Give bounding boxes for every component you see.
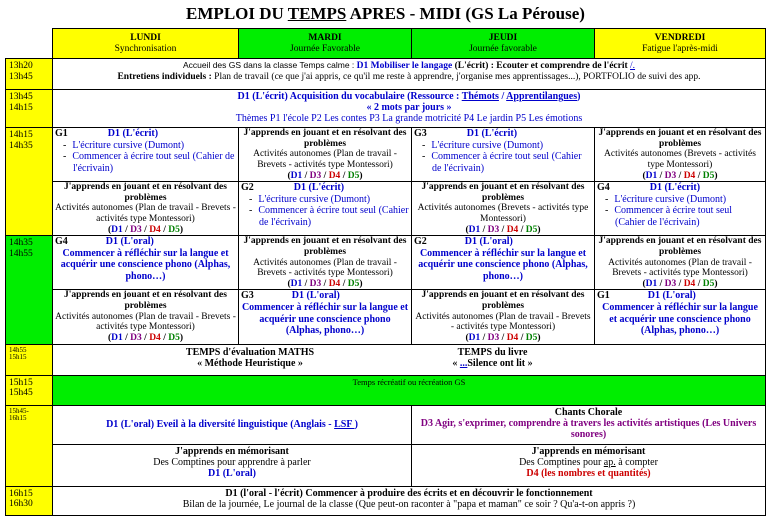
tuesday-apprends-2: J'apprends en jouant et en résolvant des problèmes Activités autonomes (Plan de travail - Brevets - activités type Montessori) (D1 / D3 / D4 / D5) <box>239 236 412 290</box>
row-1415-a <box>6 128 766 182</box>
day-header-thursday: JEUDI Journée favorable <box>412 29 595 59</box>
monday-oral-g4: G4 D1 (L'oral) Commencer à réfléchir sur la langue et acquérir une conscience phono (Alphas, phono…) <box>53 236 239 290</box>
recreation-cell: Temps récréatif ou récréation GS <box>53 375 766 405</box>
row-1545-a <box>6 405 766 444</box>
page-title: EMPLOI DU TEMPS APRES - MIDI (GS La Pérouse) <box>186 4 585 23</box>
row-1435-a <box>6 236 766 290</box>
livre-time: TEMPS du livre « ...Silence ont lit » <box>452 346 533 369</box>
friday-ecrit-g4: G4 D1 (L'écrit) - L'écriture cursive (Dumont) - Commencer à écrire tout seul (Cahier de l'écrivain) <box>595 182 766 236</box>
row-1545-b <box>6 444 766 486</box>
time-cell: 15h45- 16h15 <box>6 405 53 486</box>
time-cell: 16h15 16h30 <box>6 486 53 515</box>
row-1320 <box>6 59 766 90</box>
maths-evaluation: TEMPS d'évaluation MATHS « Méthode Heuristique » <box>185 346 315 369</box>
comptines-compter-cell: J'apprends en mémorisant Des Comptines pour ap. à compter D4 (les nombres et quantités) <box>412 444 766 486</box>
monday-apprends-2: J'apprends en jouant et en résolvant des problèmes Activités autonomes (Plan de travail - Brevets - activités type Montessori) (D1 / D3 / D4 / D5) <box>53 290 239 344</box>
thursday-ecrit-g3: G3 D1 (L'écrit) - L'écriture cursive (Dumont) - Commencer à écrire tout seul (Cahier de l'écrivain) <box>412 128 595 182</box>
vocabulary-cell: D1 (L'écrit) Acquisition du vocabulaire (Ressource : Thémots / Apprentilangues) « 2 mots par jours » Thèmes P1 l'école P2 Les contes P3 La grande motricité P4 Le jardin P5 Les émotions <box>53 90 766 128</box>
row-1455 <box>6 344 766 375</box>
thursday-apprends-2: J'apprends en jouant et en résolvant des problèmes Activités autonomes (Plan de travail - Brevets - activités type Montessori) (D1 / D3 / D4 / D5) <box>412 290 595 344</box>
row-1415-b <box>6 182 766 236</box>
thursday-apprends: J'apprends en jouant et en résolvant des problèmes Activités autonomes (Brevets - activités type Montessori) (D1 / D3 / D4 / D5) <box>412 182 595 236</box>
evaluation-livre-cell <box>53 344 766 375</box>
friday-apprends-2: J'apprends en jouant et en résolvant des problèmes Activités autonomes (Plan de travail - Brevets - activités type Montessori) (D1 / D3 / D4 / D5) <box>595 236 766 290</box>
time-cell: 14h55 15h15 <box>6 344 53 375</box>
time-cell: 13h20 13h45 <box>6 59 53 90</box>
comptines-parler-cell: J'apprends en mémorisant Des Comptines pour apprendre à parler D1 (L'oral) <box>53 444 412 486</box>
tuesday-oral-g3: G3 D1 (L'oral) Commencer à réfléchir sur la langue et acquérir une conscience phono (Alphas, phono…) <box>239 290 412 344</box>
tuesday-apprends: J'apprends en jouant et en résolvant des problèmes Activités autonomes (Plan de travail - Brevets - activités type Montessori) (D1 / D3 / D4 / D5) <box>239 128 412 182</box>
friday-oral-g1: G1 D1 (L'oral) Commencer à réfléchir sur la langue et acquérir une conscience phono (Alphas, phono…) <box>595 290 766 344</box>
monday-apprends: J'apprends en jouant et en résolvant des problèmes Activités autonomes (Plan de travail - Brevets - activités type Montessori) (D1 / D3 / D4 / D5) <box>53 182 239 236</box>
time-cell: 13h45 14h15 <box>6 90 53 128</box>
thursday-oral-g2: G2 D1 (L'oral) Commencer à réfléchir sur la langue et acquérir une conscience phono (Alphas, phono…) <box>412 236 595 290</box>
schedule-table <box>5 28 766 516</box>
days-header-row <box>6 29 766 59</box>
row-1345 <box>6 90 766 128</box>
calm-time-cell: Accueil des GS dans la classe Temps calme : D1 Mobiliser le langage (L'écrit) : Ecouter et comprendre de l'écrit /. Entretiens individuels : Plan de travail (ce que j'ai appris, ce qu'il me reste à apprendre, j'organise mes apprentissages...), PORTFOLIO de suivi des app. <box>53 59 766 90</box>
time-cell: 15h15 15h45 <box>6 375 53 405</box>
chorale-cell: Chants Chorale D3 Agir, s'exprimer, comprendre à travers les activités artistiques (Les Univers sonores) <box>412 405 766 444</box>
row-1615 <box>6 486 766 515</box>
friday-apprends: J'apprends en jouant et en résolvant des problèmes Activités autonomes (Brevets - activités type Montessori) (D1 / D3 / D4 / D5) <box>595 128 766 182</box>
time-cell: 14h35 14h55 <box>6 236 53 344</box>
day-header-friday: VENDREDI Fatigue l'après-midi <box>595 29 766 59</box>
row-1515 <box>6 375 766 405</box>
tuesday-ecrit-g2: G2 D1 (L'écrit) - L'écriture cursive (Dumont) - Commencer à écrire tout seul (Cahier de l'écrivain) <box>239 182 412 236</box>
time-cell: 14h15 14h35 <box>6 128 53 236</box>
linguistic-diversity-cell: D1 (L'oral) Eveil à la diversité linguistique (Anglais - LSF ) <box>53 405 412 444</box>
bilan-cell: D1 (l'oral - l'écrit) Commencer à produire des écrits et en découvrir le fonctionnement Bilan de la journée, Le journal de la classe (Que peut-on raconter à "papa et maman" ce soir ? Qu'a-t-on appris ?) <box>53 486 766 515</box>
day-header-tuesday: MARDI Journée Favorable <box>239 29 412 59</box>
row-1435-b <box>6 290 766 344</box>
day-header-monday: LUNDI Synchronisation <box>53 29 239 59</box>
monday-ecrit-g1: G1 D1 (L'écrit) - L'écriture cursive (Dumont) - Commencer à écrire tout seul (Cahier de l'écrivain) <box>53 128 239 182</box>
